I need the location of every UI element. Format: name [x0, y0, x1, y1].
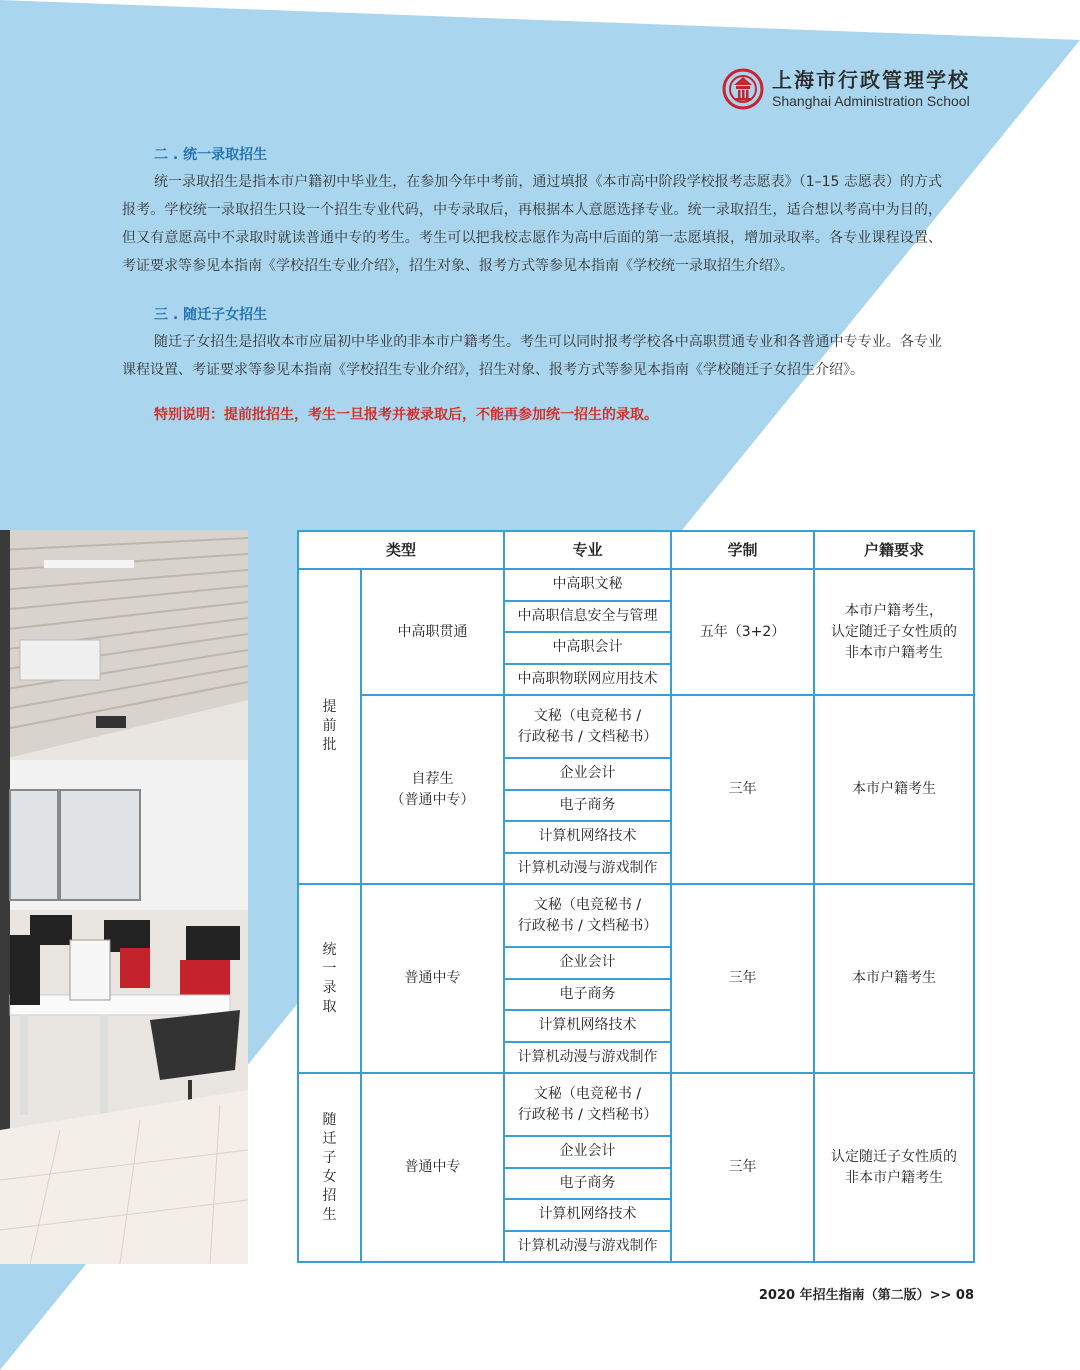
main-text: [122, 142, 942, 428]
major-cell: 企业会计: [504, 1136, 671, 1168]
major-cell: 企业会计: [504, 758, 671, 790]
duration-cell: 三年: [671, 695, 814, 884]
page-footer: 2020 年招生指南（第二版）>> 08: [758, 1288, 974, 1303]
type-cell: 自荐生 （普通中专）: [361, 695, 504, 884]
major-cell: 文秘（电竞秘书 / 行政秘书 / 文档秘书）: [504, 695, 671, 758]
header-type: 类型: [298, 531, 504, 569]
school-name-cn: 上海市行政管理学校: [772, 68, 970, 92]
residence-cell: 认定随迁子女性质的 非本市户籍考生: [814, 1073, 974, 1262]
school-emblem-icon: [722, 68, 764, 110]
major-cell: 电子商务: [504, 979, 671, 1011]
major-cell: 中高职会计: [504, 632, 671, 664]
section-heading-migrant: 三 . 随迁子女招生: [154, 307, 268, 323]
header-major: 专业: [504, 531, 671, 569]
major-cell: 中高职信息安全与管理: [504, 601, 671, 633]
major-cell: 中高职物联网应用技术: [504, 664, 671, 696]
group-label-early: 提 前 批: [298, 569, 361, 884]
major-cell: 计算机动漫与游戏制作: [504, 1042, 671, 1074]
major-cell: 文秘（电竞秘书 / 行政秘书 / 文档秘书）: [504, 884, 671, 947]
header-residence: 户籍要求: [814, 531, 974, 569]
major-cell: 电子商务: [504, 790, 671, 822]
section-heading-unified: 二 . 统一录取招生: [154, 147, 268, 163]
header-duration: 学制: [671, 531, 814, 569]
type-cell: 普通中专: [361, 1073, 504, 1262]
major-cell: 计算机动漫与游戏制作: [504, 853, 671, 885]
section-paragraph-unified: 统一录取招生是指本市户籍初中毕业生，在参加今年中考前，通过填报《本市高中阶段学校报考志愿表》（1–15 志愿表）的方式报考。学校统一录取招生只设一个招生专业代码，中专录取后，再根据本人意愿选择专业。统一录取招生，适合想以考高中为目的，但又有意愿高中不录取时就读普通中专的考生。考生可以把我校志愿作为高中后面的第一志愿填报，增加录取率。各专业课程设置、考证要求等参见本指南《学校招生专业介绍》，招生对象、报考方式等参见本指南《学校统一录取招生介绍》。: [122, 174, 942, 274]
duration-cell: 五年（3+2）: [671, 569, 814, 695]
major-cell: 文秘（电竞秘书 / 行政秘书 / 文档秘书）: [504, 1073, 671, 1136]
group-label-unified: 统 一 录 取: [298, 884, 361, 1073]
school-logo: [722, 68, 970, 110]
major-cell: 计算机网络技术: [504, 1199, 671, 1231]
major-cell: 企业会计: [504, 947, 671, 979]
residence-cell: 本市户籍考生， 认定随迁子女性质的 非本市户籍考生: [814, 569, 974, 695]
enrollment-table: [297, 530, 975, 1263]
major-cell: 计算机动漫与游戏制作: [504, 1231, 671, 1263]
type-cell: 普通中专: [361, 884, 504, 1073]
residence-cell: 本市户籍考生: [814, 884, 974, 1073]
major-cell: 中高职文秘: [504, 569, 671, 601]
residence-cell: 本市户籍考生: [814, 695, 974, 884]
major-cell: 电子商务: [504, 1168, 671, 1200]
school-name-en: Shanghai Administration School: [772, 93, 970, 109]
duration-cell: 三年: [671, 884, 814, 1073]
type-cell: 中高职贯通: [361, 569, 504, 695]
classroom-photo: [0, 530, 248, 1264]
group-label-migrant: 随 迁 子 女 招 生: [298, 1073, 361, 1262]
duration-cell: 三年: [671, 1073, 814, 1262]
special-notice: 特别说明：提前批招生，考生一旦报考并被录取后，不能再参加统一招生的录取。: [154, 407, 658, 423]
major-cell: 计算机网络技术: [504, 1010, 671, 1042]
section-paragraph-migrant: 随迁子女招生是招收本市应届初中毕业的非本市户籍考生。考生可以同时报考学校各中高职贯通专业和各普通中专专业。各专业课程设置、考证要求等参见本指南《学校招生专业介绍》，招生对象、报考方式等参见本指南《学校随迁子女招生介绍》。: [122, 334, 942, 378]
major-cell: 计算机网络技术: [504, 821, 671, 853]
